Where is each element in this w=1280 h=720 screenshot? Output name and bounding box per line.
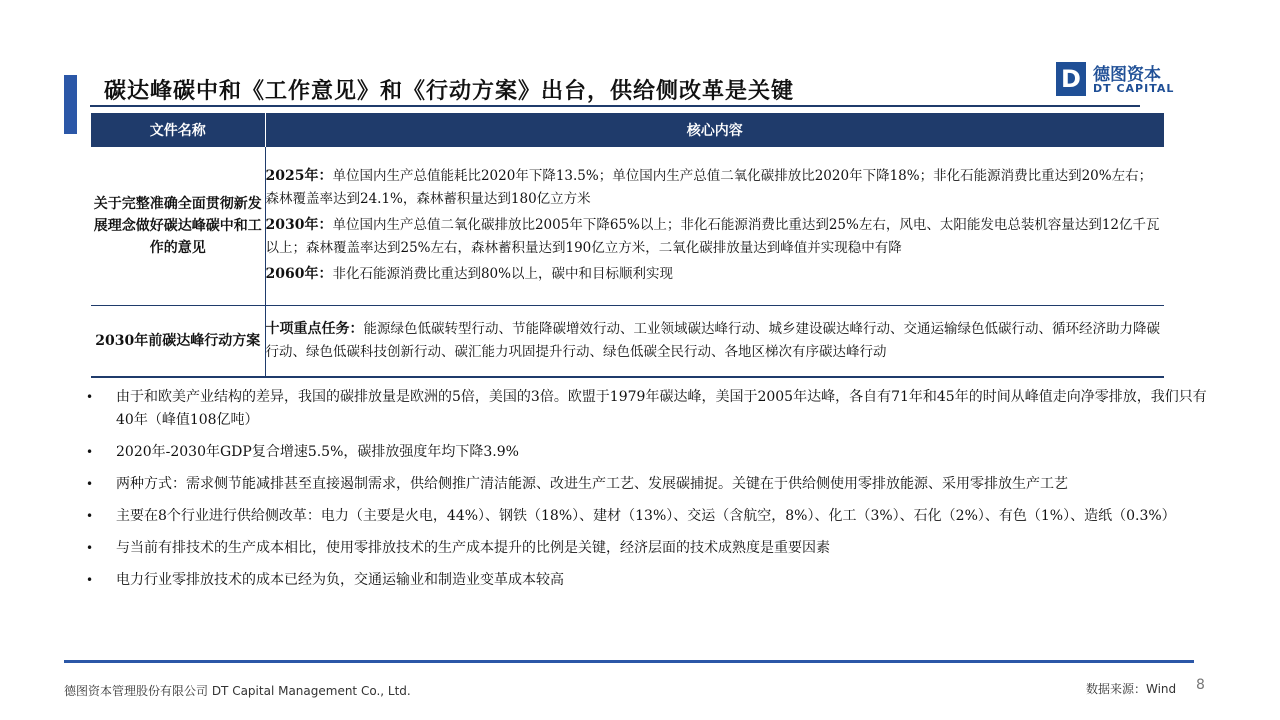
table-row [91, 305, 1164, 377]
content-paragraph [266, 165, 1165, 211]
target-text: 单位国内生产总值二氧化碳排放比2005年下降65%以上；非化石能源消费比重达到25%左右，风电、太阳能发电总装机容量达到12亿千瓦以上；森林覆盖率达到25%左右，森林蓄积量达到190亿立方米，二氧化碳排放量达到峰值并实现稳中有降 [265, 217, 1160, 257]
logo-name-en: DT CAPITAL [1093, 82, 1175, 95]
document-name-cell: 关于完整准确全面贯彻新发展理念做好碳达峰碳中和工作的意见 [91, 147, 265, 305]
target-text: 单位国内生产总值能耗比2020年下降13.5%；单位国内生产总值二氧化碳排放比2020年下降18%；非化石能源消费比重达到20%左右；森林覆盖率达到24.1%，森林蓄积量达到180亿立方米 [265, 168, 1153, 208]
core-content-cell [265, 147, 1164, 305]
list-item-text: 由于和欧美产业结构的差异，我国的碳排放量是欧洲的5倍，美国的3倍。欧盟于1979年碳达峰，美国于2005年达峰，各自有71年和45年的时间从峰值走向净零排放，我们只有40年（峰值108亿吨） [116, 389, 1207, 428]
title-accent-bar [64, 75, 77, 134]
list-item-text: 主要在8个行业进行供给侧改革：电力（主要是火电，44%）、钢铁（18%）、建材（13%）、交运（含航空，8%）、化工（3%）、石化（2%）、有色（1%）、造纸（0.3%） [116, 508, 1176, 524]
bullet-icon: • [86, 477, 94, 491]
footer-data-source: 数据来源：Wind [1086, 682, 1177, 696]
task-text: 能源绿色低碳转型行动、节能降碳增效行动、工业领域碳达峰行动、城乡建设碳达峰行动、交通运输绿色低碳行动、循环经济助力降碳行动、绿色低碳科技创新行动、碳汇能力巩固提升行动、绿色低碳全民行动、各地区梯次有序碳达峰行动 [265, 320, 1160, 360]
company-logo [1056, 62, 1181, 98]
table-row [91, 147, 1164, 305]
list-item [80, 386, 1220, 432]
bullet-icon: • [86, 390, 94, 404]
list-item [80, 441, 1220, 464]
content-paragraph [266, 214, 1165, 260]
table-header-row [91, 113, 1164, 147]
title-underline [90, 105, 1140, 107]
header-core-content: 核心内容 [265, 113, 1164, 147]
task-label: 十项重点任务： [265, 320, 364, 337]
bullet-list [80, 386, 1220, 601]
target-year: 2025年： [265, 168, 333, 185]
list-item [80, 569, 1220, 592]
list-item [80, 473, 1220, 496]
content-paragraph [266, 263, 1165, 286]
page-number: 8 [1196, 677, 1205, 693]
list-item-text: 两种方式：需求侧节能减排甚至直接遏制需求，供给侧推广清洁能源、改进生产工艺、发展碳捕捉。关键在于供给侧使用零排放能源、采用零排放生产工艺 [116, 476, 1068, 492]
target-year: 2060年： [265, 266, 333, 283]
logo-mark-icon: D [1056, 62, 1086, 96]
target-text: 非化石能源消费比重达到80%以上，碳中和目标顺利实现 [332, 266, 673, 283]
list-item-text: 电力行业零排放技术的成本已经为负，交通运输业和制造业变革成本较高 [116, 572, 564, 588]
policy-table [91, 113, 1164, 378]
footer-divider [64, 660, 1194, 663]
footer-company: 德图资本管理股份有限公司 DT Capital Management Co., Ltd. [64, 684, 411, 698]
bullet-icon: • [86, 573, 94, 587]
bullet-icon: • [86, 445, 94, 459]
content-paragraph [266, 318, 1165, 364]
bullet-icon: • [86, 541, 94, 555]
header-document-name: 文件名称 [91, 113, 265, 147]
list-item-text: 与当前有排技术的生产成本相比，使用零排放技术的生产成本提升的比例是关键，经济层面的技术成熟度是重要因素 [116, 540, 830, 556]
list-item [80, 505, 1220, 528]
list-item [80, 537, 1220, 560]
bullet-icon: • [86, 509, 94, 523]
target-year: 2030年： [265, 217, 333, 234]
core-content-cell [265, 305, 1164, 377]
document-name-cell: 2030年前碳达峰行动方案 [91, 305, 265, 377]
page-title: 碳达峰碳中和《工作意见》和《行动方案》出台，供给侧改革是关键 [104, 79, 795, 104]
logo-name-cn: 德图资本 [1093, 65, 1161, 85]
list-item-text: 2020年-2030年GDP复合增速5.5%，碳排放强度年均下降3.9% [116, 444, 519, 460]
